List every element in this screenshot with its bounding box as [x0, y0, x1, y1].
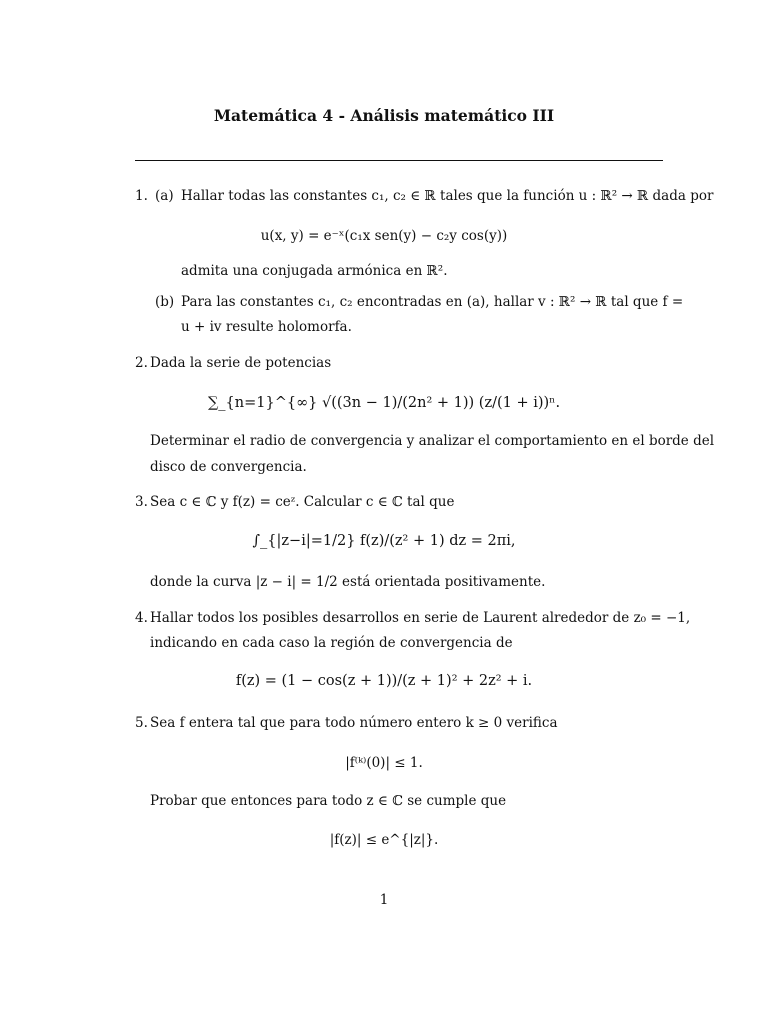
problem-1b-label: (b)	[155, 294, 175, 310]
problem-5-formula1: |f⁽ᵏ⁾(0)| ≤ 1.	[345, 755, 423, 771]
problem-5-number: 5.	[135, 715, 148, 731]
problem-5-text: Sea f entera tal que para todo número entero k ≥ 0 verifica	[150, 715, 558, 731]
problem-4-formula: f(z) = (1 − cos(z + 1))/(z + 1)² + 2z² + i.	[235, 673, 533, 689]
problem-1b-line2: u + iv resulte holomorfa.	[181, 319, 352, 335]
problem-3-number: 3.	[135, 494, 148, 510]
problem-4-line1: Hallar todos los posibles desarrollos en serie de Laurent alrededor de z₀ = −1,	[150, 610, 691, 626]
page-number: 1	[379, 892, 389, 908]
title-rule	[135, 160, 663, 161]
problem-4-line2: indicando en cada caso la región de convergencia de	[150, 635, 513, 651]
problem-2-line1: Determinar el radio de convergencia y analizar el comportamiento en el borde del	[150, 433, 715, 449]
problem-2-formula: ∑_{n=1}^{∞} √((3n − 1)/(2n² + 1)) (z/(1 + i))ⁿ.	[207, 395, 561, 411]
problem-3-text2: donde la curva |z − i| = 1/2 está orientada positivamente.	[150, 574, 546, 590]
problem-3-formula: ∫_{|z−i|=1/2} f(z)/(z² + 1) dz = 2πi,	[252, 533, 516, 549]
problem-1-number: 1.	[135, 188, 148, 204]
problem-2-text: Dada la serie de potencias	[150, 355, 332, 371]
problem-1a-text: Hallar todas las constantes c₁, c₂ ∈ ℝ tales que la función u : ℝ² → ℝ dada por	[181, 188, 714, 204]
problem-1a-text2: admita una conjugada armónica en ℝ².	[181, 263, 448, 279]
problem-2-line2: disco de convergencia.	[150, 459, 307, 475]
problem-5-text2: Probar que entonces para todo z ∈ ℂ se cumple que	[150, 793, 507, 809]
problem-1a-label: (a)	[155, 188, 174, 204]
problem-1b-line1: Para las constantes c₁, c₂ encontradas en (a), hallar v : ℝ² → ℝ tal que f =	[181, 294, 684, 310]
problem-1a-formula: u(x, y) = e⁻ˣ(c₁x sen(y) − c₂y cos(y))	[260, 228, 508, 244]
problem-2-number: 2.	[135, 355, 148, 371]
problem-4-number: 4.	[135, 610, 148, 626]
problem-5-formula2: |f(z)| ≤ e^{|z|}.	[329, 832, 439, 848]
problem-3-text: Sea c ∈ ℂ y f(z) = ceᶻ. Calcular c ∈ ℂ tal que	[150, 494, 455, 510]
page-title: Matemática 4 - Análisis matemático III	[213, 106, 555, 125]
